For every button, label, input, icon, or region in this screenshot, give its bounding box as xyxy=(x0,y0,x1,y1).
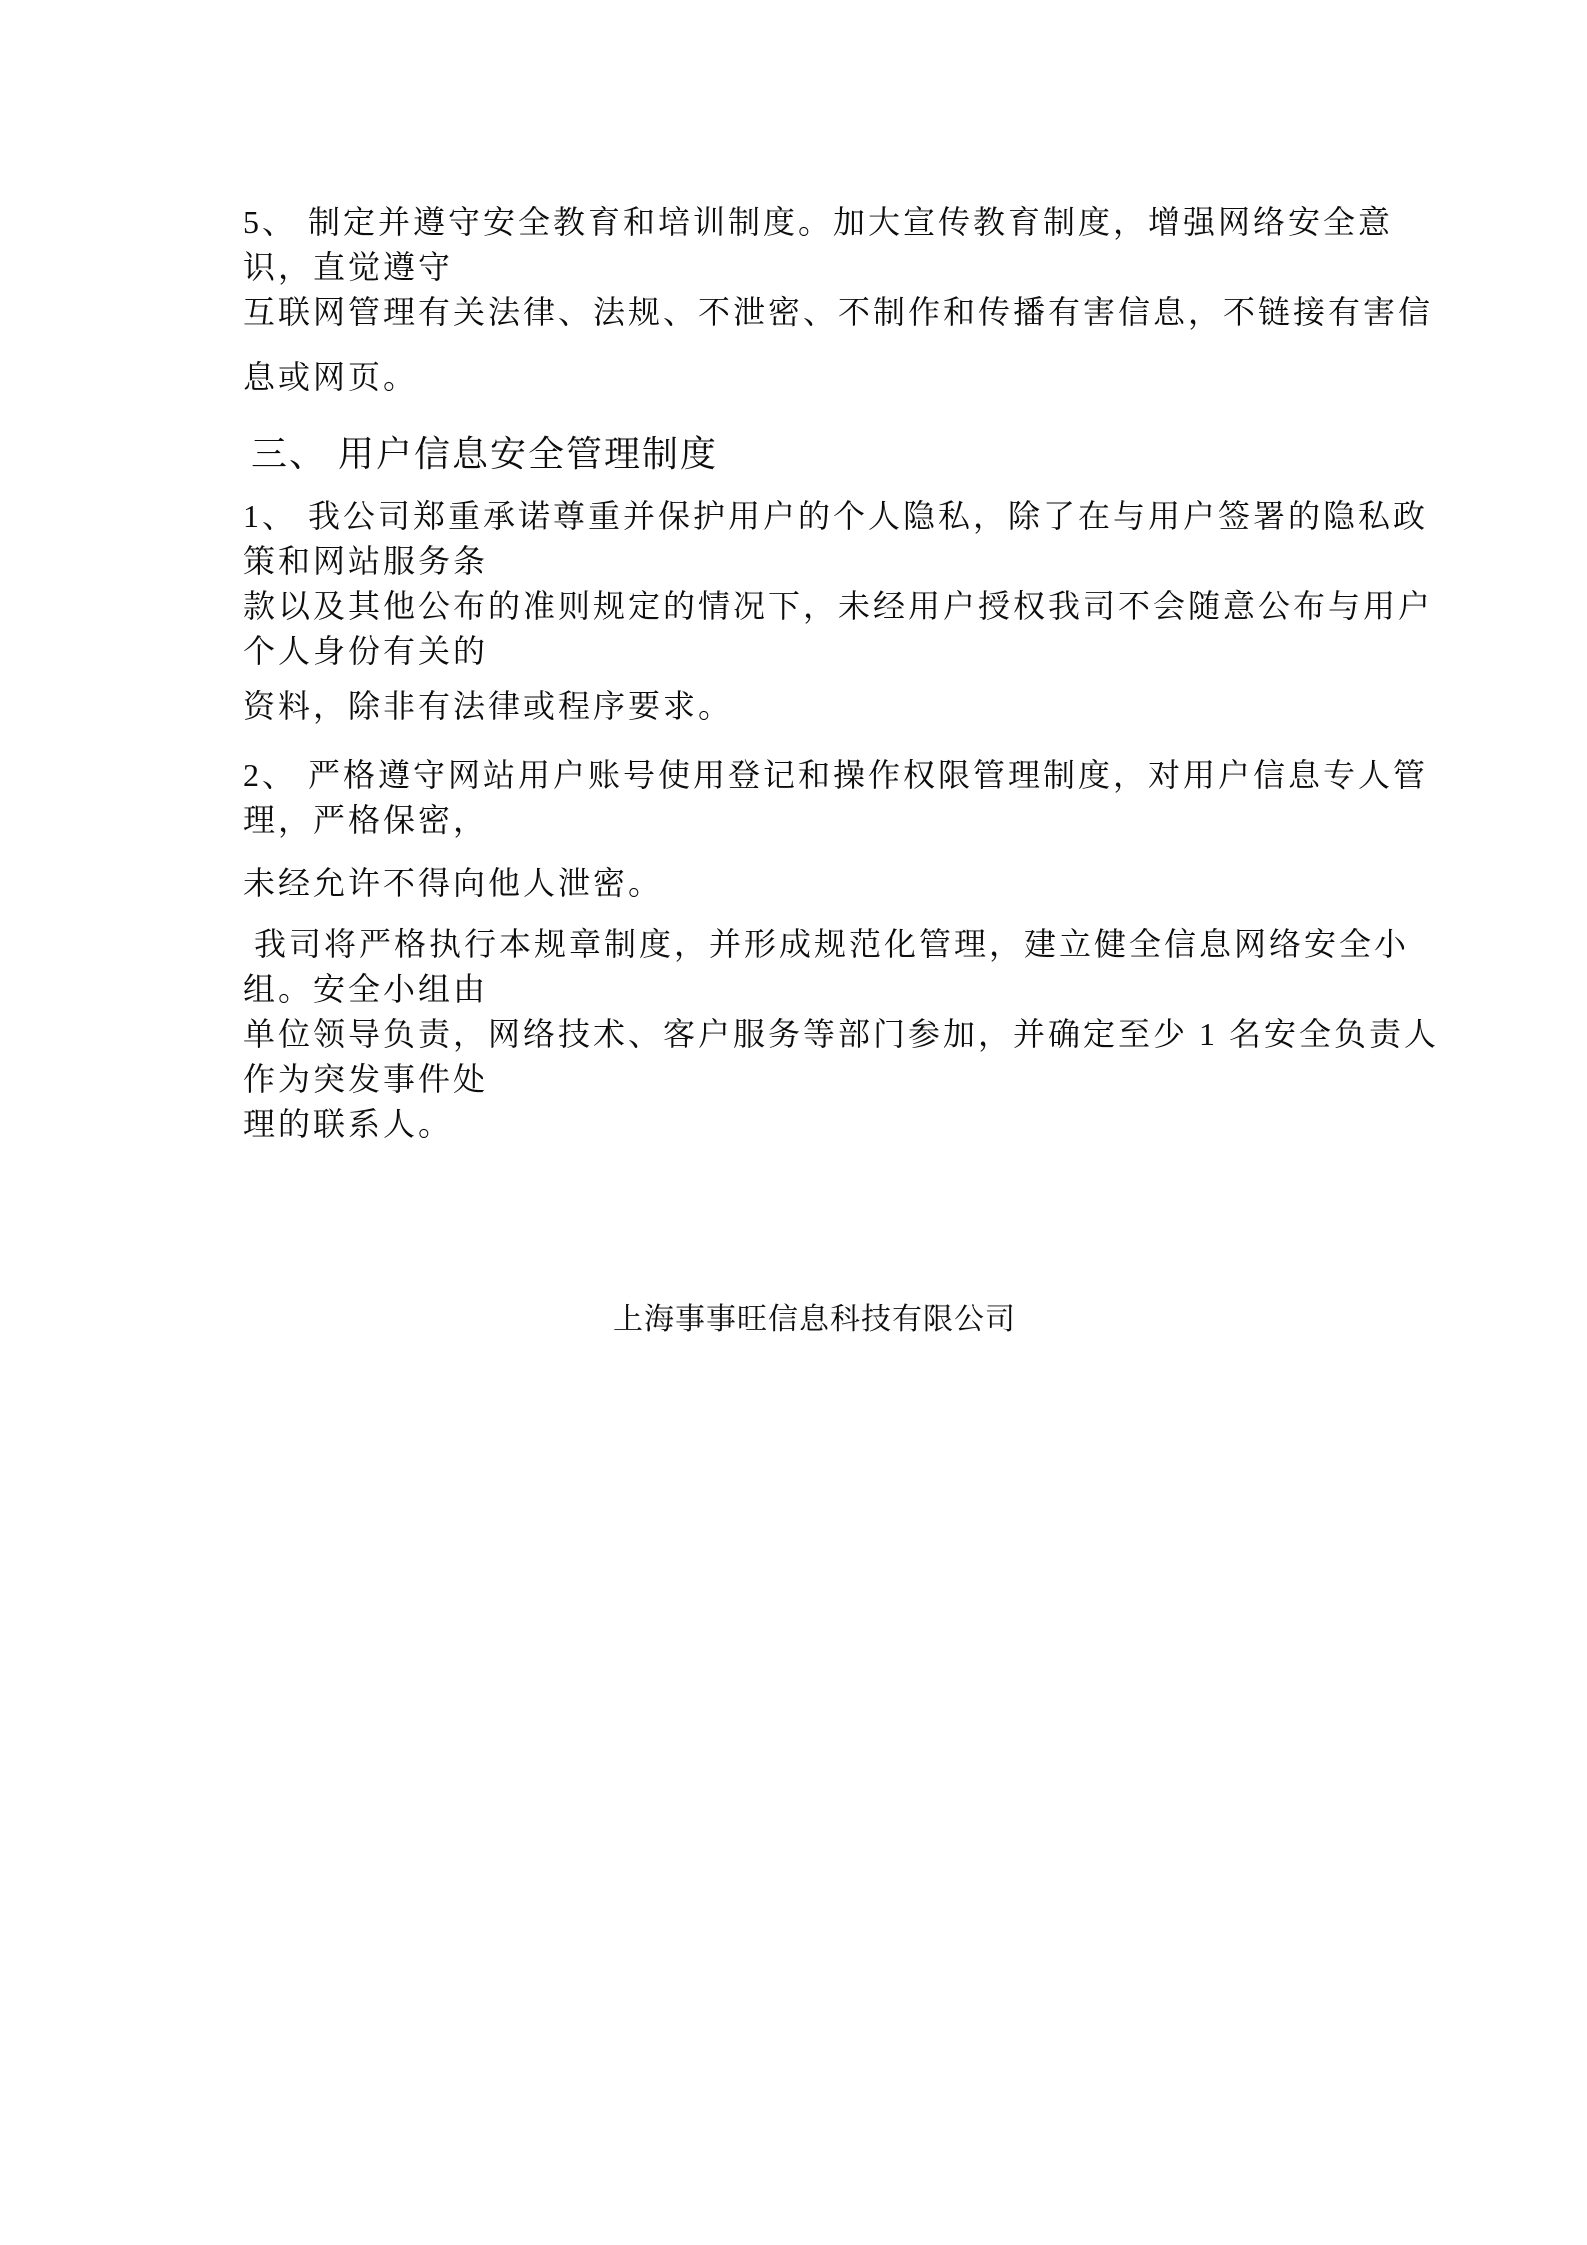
text-line: 款以及其他公布的准则规定的情况下，未经用户授权我司不会随意公布与用户 xyxy=(243,588,1434,624)
paragraph-item2 xyxy=(243,753,1453,843)
text-line: 作为突发事件处 xyxy=(243,1061,489,1097)
section-heading: 三、 用户信息安全管理制度 xyxy=(251,434,719,474)
text-line: 识，直觉遵守 xyxy=(243,249,454,285)
paragraph-item2-tail xyxy=(243,861,1453,906)
paragraph-item5-tail xyxy=(243,355,1453,400)
text-line: 组。安全小组由 xyxy=(243,971,489,1007)
document-body xyxy=(243,200,1453,1147)
text-line: 2、 严格遵守网站用户账号使用登记和操作权限管理制度，对用户信息专人管 xyxy=(243,757,1429,793)
text-line: 5、 制定并遵守安全教育和培训制度。加大宣传教育制度，增强网络安全意 xyxy=(243,204,1394,240)
paragraph-item5 xyxy=(243,200,1453,335)
text-line: 理，严格保密， xyxy=(243,802,489,838)
company-signature: 上海事事旺信息科技有限公司 xyxy=(613,1303,1016,1336)
text-line: 资料，除非有法律或程序要求。 xyxy=(243,688,734,724)
paragraph-item1-tail xyxy=(243,684,1453,729)
text-line: 我司将严格执行本规章制度，并形成规范化管理，建立健全信息网络安全小 xyxy=(243,926,1410,962)
text-line: 策和网站服务条 xyxy=(243,543,489,579)
text-line: 个人身份有关的 xyxy=(243,633,489,669)
paragraph-closing xyxy=(243,922,1453,1147)
text-line: 未经允许不得向他人泄密。 xyxy=(243,865,664,901)
text-line: 息或网页。 xyxy=(243,359,419,395)
text-line: 互联网管理有关法律、法规、不泄密、不制作和传播有害信息，不链接有害信 xyxy=(243,294,1434,330)
text-line: 理的联系人。 xyxy=(243,1106,454,1142)
text-line: 1、 我公司郑重承诺尊重并保护用户的个人隐私，除了在与用户签署的隐私政 xyxy=(243,498,1429,534)
text-line: 单位领导负责，网络技术、客户服务等部门参加，并确定至少 1 名安全负责人 xyxy=(243,1016,1440,1052)
paragraph-item1 xyxy=(243,494,1453,674)
